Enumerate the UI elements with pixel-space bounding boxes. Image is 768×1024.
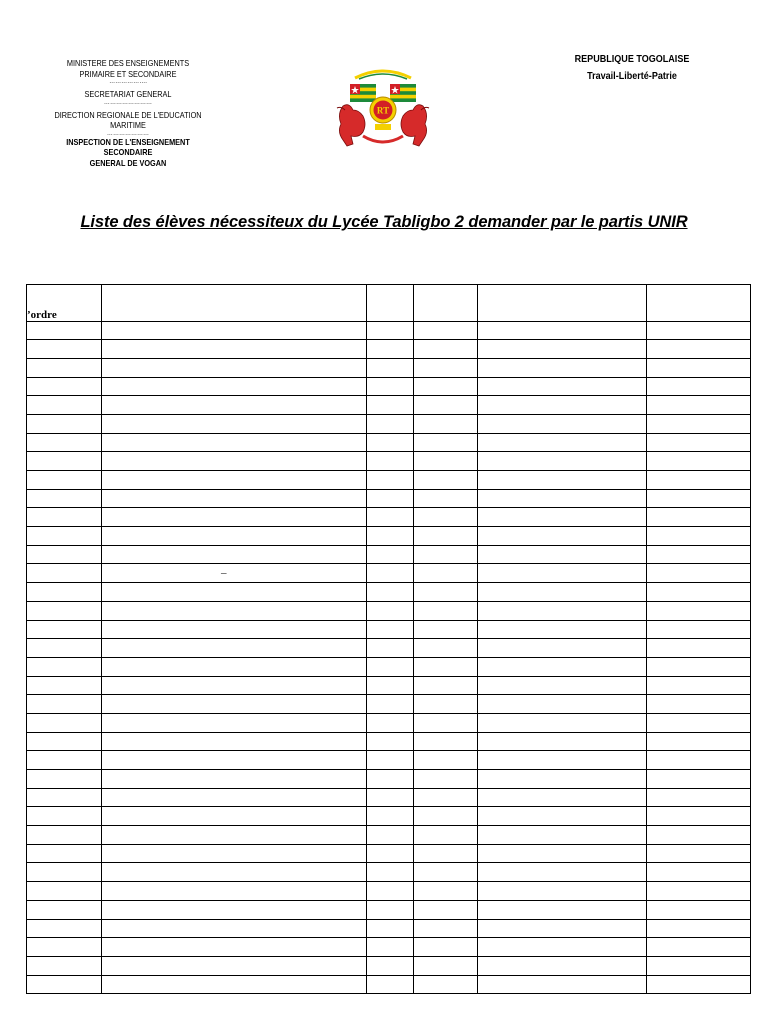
table-cell [102, 508, 367, 527]
table-cell [102, 751, 367, 770]
table-cell [27, 882, 102, 901]
table-cell [414, 639, 478, 658]
header-ordre: ’ordre [27, 285, 102, 322]
inspection-line: INSPECTION DE L'ENSEIGNEMENT SECONDAIRE [66, 136, 190, 157]
table-cell [27, 508, 102, 527]
table-cell [647, 583, 751, 602]
table-cell [414, 919, 478, 938]
table-cell [478, 620, 647, 639]
table-cell [414, 732, 478, 751]
table-cell [478, 489, 647, 508]
table-row [27, 770, 751, 789]
table-row [27, 938, 751, 957]
table-cell [647, 489, 751, 508]
table-cell [367, 826, 414, 845]
table-cell [367, 471, 414, 490]
table-cell [647, 770, 751, 789]
table-cell [102, 713, 367, 732]
table-cell [27, 527, 102, 546]
table-cell [102, 321, 367, 340]
table-cell [102, 620, 367, 639]
table-cell [647, 508, 751, 527]
table-cell [27, 956, 102, 975]
table-cell [414, 657, 478, 676]
table-cell [27, 377, 102, 396]
table-row [27, 414, 751, 433]
table-cell [27, 751, 102, 770]
table-cell [367, 639, 414, 658]
table-cell [27, 676, 102, 695]
table-row [27, 788, 751, 807]
table-cell [102, 956, 367, 975]
table-cell [478, 751, 647, 770]
table-cell [102, 564, 367, 583]
table-cell [367, 340, 414, 359]
table-cell [478, 863, 647, 882]
table-cell [27, 639, 102, 658]
table-cell [478, 471, 647, 490]
table-cell [478, 882, 647, 901]
table-cell [367, 620, 414, 639]
table-cell [27, 340, 102, 359]
table-cell [367, 527, 414, 546]
table-cell [102, 545, 367, 564]
table-cell [367, 657, 414, 676]
table-cell [647, 751, 751, 770]
table-cell [27, 452, 102, 471]
table-cell [367, 975, 414, 994]
left-flag-icon [350, 84, 376, 102]
table-cell [478, 844, 647, 863]
table-cell [647, 863, 751, 882]
table-cell [647, 956, 751, 975]
table-cell [367, 396, 414, 415]
table-cell [647, 695, 751, 714]
table-cell [367, 433, 414, 452]
table-cell [478, 807, 647, 826]
table-row [27, 583, 751, 602]
table-row [27, 863, 751, 882]
table-cell [414, 471, 478, 490]
separator-dots-2: …………………… [103, 98, 153, 106]
table-row [27, 527, 751, 546]
table-cell [367, 863, 414, 882]
table-cell [367, 751, 414, 770]
table-cell [647, 639, 751, 658]
ministry-line-2: PRIMAIRE ET SECONDAIRE [79, 68, 177, 79]
left-lion-icon [339, 105, 365, 146]
table-cell [27, 601, 102, 620]
table-cell [478, 321, 647, 340]
maritime-line: MARITIME [110, 120, 146, 130]
table-cell [414, 713, 478, 732]
table-cell [647, 601, 751, 620]
table-cell [367, 713, 414, 732]
header-cell [414, 285, 478, 322]
table-cell [647, 938, 751, 957]
table-row [27, 732, 751, 751]
students-table [26, 284, 751, 994]
table-cell [102, 900, 367, 919]
table-cell [367, 489, 414, 508]
table-cell [102, 639, 367, 658]
vogan-line: GENERAL DE VOGAN [89, 157, 167, 168]
table-row [27, 358, 751, 377]
table-cell [414, 620, 478, 639]
table-cell [27, 396, 102, 415]
table-row [27, 471, 751, 490]
table-cell [102, 583, 367, 602]
table-cell [27, 732, 102, 751]
coat-of-arms-icon [333, 66, 433, 152]
table-cell [414, 882, 478, 901]
table-cell [414, 975, 478, 994]
table-cell [478, 900, 647, 919]
table-cell [647, 527, 751, 546]
table-cell [367, 732, 414, 751]
table-cell [414, 788, 478, 807]
table-cell [27, 770, 102, 789]
table-cell [27, 358, 102, 377]
table-cell [478, 938, 647, 957]
table-cell [647, 471, 751, 490]
table-cell [647, 452, 751, 471]
table-cell [102, 826, 367, 845]
table-cell [102, 452, 367, 471]
table-cell [102, 844, 367, 863]
secretariat-line: SECRETARIAT GENERAL [84, 89, 172, 99]
table-cell [414, 863, 478, 882]
table-cell [478, 732, 647, 751]
table-cell [27, 657, 102, 676]
table-cell [27, 489, 102, 508]
table-cell [647, 732, 751, 751]
table-cell [478, 956, 647, 975]
table-cell [27, 564, 102, 583]
table-cell [478, 770, 647, 789]
table-cell [647, 321, 751, 340]
table-cell [414, 564, 478, 583]
table-cell [478, 433, 647, 452]
table-row [27, 975, 751, 994]
table-cell [367, 770, 414, 789]
table-row [27, 882, 751, 901]
table-cell [478, 601, 647, 620]
table-cell [414, 527, 478, 546]
table-cell [27, 620, 102, 639]
national-motto: Travail-Liberté-Patrie [587, 70, 677, 82]
table-row [27, 489, 751, 508]
table-row [27, 545, 751, 564]
table-row [27, 657, 751, 676]
table-row [27, 452, 751, 471]
table-cell [647, 564, 751, 583]
table-row [27, 807, 751, 826]
table-cell [647, 900, 751, 919]
table-cell [647, 414, 751, 433]
table-cell [367, 695, 414, 714]
table-row [27, 433, 751, 452]
table-cell [478, 919, 647, 938]
table-cell [647, 377, 751, 396]
table-cell [478, 358, 647, 377]
table-cell [478, 452, 647, 471]
table-cell [414, 770, 478, 789]
table-row [27, 956, 751, 975]
table-cell [102, 358, 367, 377]
table-cell [102, 657, 367, 676]
table-cell [647, 788, 751, 807]
table-cell [414, 807, 478, 826]
table-cell [367, 564, 414, 583]
table-cell [102, 377, 367, 396]
table-cell [478, 340, 647, 359]
table-cell [102, 396, 367, 415]
table-cell [414, 751, 478, 770]
table-cell [367, 919, 414, 938]
table-cell [478, 695, 647, 714]
table-cell [102, 919, 367, 938]
stray-dash-mark: – [221, 567, 227, 580]
table-cell [367, 938, 414, 957]
table-cell [647, 844, 751, 863]
table-row [27, 900, 751, 919]
table-cell [27, 938, 102, 957]
ministry-header [52, 58, 203, 168]
table-cell [478, 583, 647, 602]
table-row [27, 639, 751, 658]
right-flag-icon [390, 84, 416, 102]
table-cell [647, 826, 751, 845]
table-cell [478, 826, 647, 845]
table-row [27, 676, 751, 695]
table-row [27, 844, 751, 863]
direction-line: DIRECTION REGIONALE DE L'EDUCATION [54, 109, 202, 120]
table-cell [102, 695, 367, 714]
table-cell [414, 433, 478, 452]
table-cell [478, 639, 647, 658]
table-cell [27, 863, 102, 882]
table-row [27, 377, 751, 396]
table-row [27, 620, 751, 639]
header-cell [367, 285, 414, 322]
table-cell [647, 545, 751, 564]
table-cell [478, 508, 647, 527]
table-cell [102, 489, 367, 508]
table-cell [414, 545, 478, 564]
table-cell [102, 807, 367, 826]
table-cell [27, 321, 102, 340]
table-cell [367, 583, 414, 602]
table-cell [478, 564, 647, 583]
table-cell [27, 545, 102, 564]
table-cell [27, 414, 102, 433]
header-cell [478, 285, 647, 322]
table-cell [367, 321, 414, 340]
table-cell [478, 975, 647, 994]
table-cell [414, 601, 478, 620]
table-row [27, 695, 751, 714]
table-cell [478, 414, 647, 433]
table-cell [27, 583, 102, 602]
table-cell [102, 340, 367, 359]
table-row [27, 396, 751, 415]
header-cell [647, 285, 751, 322]
table-cell [414, 695, 478, 714]
table-cell [102, 732, 367, 751]
table-cell [102, 601, 367, 620]
republic-header [567, 51, 698, 85]
table-cell [102, 938, 367, 957]
ministry-line-1: MINISTERE DES ENSEIGNEMENTS [66, 58, 190, 68]
table-cell [102, 471, 367, 490]
table-cell [478, 657, 647, 676]
table-cell [102, 975, 367, 994]
table-cell [414, 508, 478, 527]
table-cell [367, 377, 414, 396]
table-cell [414, 826, 478, 845]
separator-dots-3: ………………… [106, 129, 150, 137]
table-cell [647, 620, 751, 639]
table-cell [647, 657, 751, 676]
table-cell [367, 882, 414, 901]
table-cell [367, 358, 414, 377]
table-header-row [27, 285, 751, 322]
table-row [27, 508, 751, 527]
table-cell [478, 527, 647, 546]
table-cell [414, 340, 478, 359]
table-cell [414, 676, 478, 695]
table-row [27, 601, 751, 620]
table-cell [647, 396, 751, 415]
table-cell [367, 452, 414, 471]
table-row [27, 340, 751, 359]
table-cell [647, 919, 751, 938]
table-cell [102, 676, 367, 695]
table-cell [414, 938, 478, 957]
table-cell [647, 882, 751, 901]
table-cell [102, 788, 367, 807]
table-cell [414, 583, 478, 602]
table-cell [647, 713, 751, 732]
table-cell [367, 508, 414, 527]
table-cell [27, 826, 102, 845]
document-title: Liste des élèves nécessiteux du Lycée Tabligbo 2 demander par le partis UNIR [80, 213, 688, 231]
table-cell [414, 321, 478, 340]
separator-dots-1: ………………. [109, 78, 147, 85]
table-cell [414, 900, 478, 919]
table-cell [367, 807, 414, 826]
table-row [27, 751, 751, 770]
table-cell [367, 956, 414, 975]
table-cell [478, 788, 647, 807]
table-cell [102, 863, 367, 882]
table-row [27, 713, 751, 732]
table-cell [27, 695, 102, 714]
table-cell [414, 452, 478, 471]
table-cell [478, 377, 647, 396]
table-cell [414, 396, 478, 415]
table-cell [478, 713, 647, 732]
table-cell [367, 844, 414, 863]
table-cell [27, 975, 102, 994]
table-row [27, 564, 751, 583]
table-cell [478, 396, 647, 415]
table-cell [367, 900, 414, 919]
table-cell [27, 844, 102, 863]
table-cell [647, 358, 751, 377]
table-cell [478, 676, 647, 695]
table-row [27, 826, 751, 845]
table-cell [102, 770, 367, 789]
table-cell [27, 433, 102, 452]
table-row [27, 321, 751, 340]
table-cell [647, 975, 751, 994]
country-name: REPUBLIQUE TOGOLAISE [574, 53, 690, 65]
table-cell [27, 713, 102, 732]
table-cell [414, 377, 478, 396]
table-cell [102, 414, 367, 433]
table-cell [367, 414, 414, 433]
table-cell [367, 788, 414, 807]
table-cell [27, 919, 102, 938]
table-cell [367, 676, 414, 695]
table-cell [647, 433, 751, 452]
table-cell [414, 358, 478, 377]
table-cell [102, 882, 367, 901]
table-cell [102, 433, 367, 452]
table-cell [102, 527, 367, 546]
table-cell [647, 807, 751, 826]
right-lion-icon [401, 105, 427, 146]
table-cell [27, 471, 102, 490]
table-cell [367, 545, 414, 564]
table-cell [414, 414, 478, 433]
table-cell [647, 340, 751, 359]
table-cell [414, 956, 478, 975]
svg-text:RT: RT [376, 105, 390, 116]
table-cell [478, 545, 647, 564]
header-cell [102, 285, 367, 322]
table-cell [27, 807, 102, 826]
table-cell [27, 900, 102, 919]
table-cell [647, 676, 751, 695]
table-cell [414, 489, 478, 508]
table-cell [414, 844, 478, 863]
table-cell [367, 601, 414, 620]
table-cell [27, 788, 102, 807]
table-row [27, 919, 751, 938]
